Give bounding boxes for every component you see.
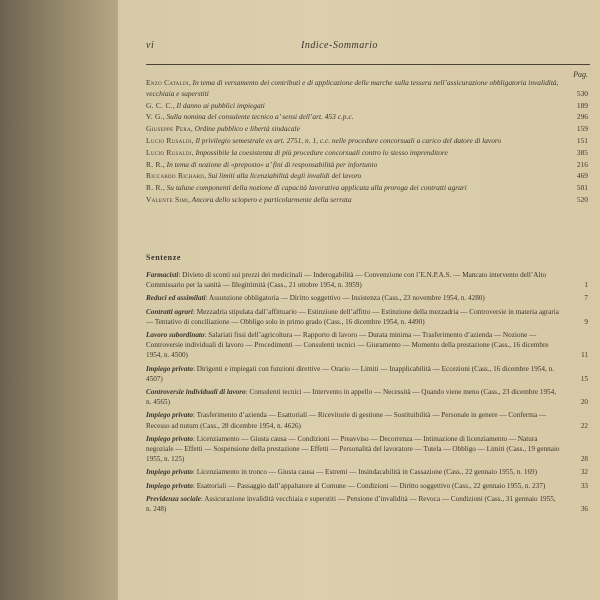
sentence-page-number: 1	[584, 281, 588, 290]
toc-entry	[146, 183, 590, 194]
toc-author: V. G.	[146, 112, 163, 122]
sentence-entry	[146, 330, 590, 361]
sentence-entry	[146, 307, 590, 327]
sentence-entry	[146, 293, 590, 303]
toc-author: Valente Simi	[146, 194, 189, 204]
pag-column-label: Pag.	[573, 70, 588, 79]
toc-page-number: 189	[576, 100, 588, 110]
sentence-page-number: 33	[580, 481, 588, 490]
sentence-entry	[146, 434, 590, 465]
toc-title: , Ancora dello sciopero e particolarmente della serrata	[188, 194, 352, 204]
sentence-entry	[146, 270, 590, 290]
toc-author: R. R.	[146, 183, 163, 193]
toc-author: Lucio Rusaldi	[146, 147, 192, 157]
toc-author: R. R.	[146, 159, 163, 169]
sentence-summary: : Dirigenti e impiegati con funzioni direttive — Orario — Limiti — Inapplicabilità — Eccezioni (Cass., 16 dicembre 1954, n. 4507)	[146, 364, 554, 383]
sentence-page-number: 7	[584, 294, 588, 303]
header-rule	[146, 64, 590, 65]
sentence-entry	[146, 364, 590, 384]
sentence-entry	[146, 410, 590, 430]
running-title: Indice-Sommario	[301, 40, 378, 51]
toc-title: , In tema di versamento dei contributi e di applicazione delle marche sulla tessera nell’assicurazione obbligatoria invalidità, vecchiaia e superstiti	[146, 78, 559, 98]
sentences-index-list	[146, 270, 590, 517]
notes-index-list	[146, 78, 590, 207]
toc-author: Lucio Rusaldi	[146, 135, 192, 145]
sentence-summary: : Assicurazione invalidità vecchiaia e superstiti — Pensione d’invalidità — Revoca — Condizioni (Cass., 31 gennaio 1955, n. 248)	[146, 494, 556, 514]
book-page	[118, 0, 600, 600]
sentence-summary: : Esattoriali — Passaggio dall’appaltatore al Comune — Condizioni — Diritto soggettivo (Cass., 22 gennaio 1955, n. 237)	[192, 481, 546, 490]
sentence-subject: Impiego privato	[146, 434, 193, 443]
sentence-summary: : Trasferimento d’azienda — Esattoriali — Ricevitorie di gestione — Sostituibilità — Personale in genere — Conferma — Recesso ad nutum (Cass., 28 dicembre 1954, n. 4626)	[146, 411, 547, 430]
toc-entry	[146, 112, 590, 123]
section-title-sentenze: Sentenze	[146, 253, 182, 262]
toc-page-number: 501	[576, 183, 588, 193]
toc-title: , In tema di nozione di «preposto» a’ fini di responsabilità per infortunio	[162, 159, 378, 169]
toc-title: , Sulla nomina del consulente tecnico a’ sensi dell’art. 453 c.p.c.	[162, 112, 354, 122]
sentence-subject: Farmacisti	[146, 271, 179, 279]
toc-entry	[146, 195, 590, 206]
sentence-subject: Contratti agrari	[146, 307, 193, 316]
toc-page-number: 159	[576, 124, 588, 134]
toc-page-number: 469	[576, 171, 588, 181]
toc-entry	[146, 171, 590, 182]
sentence-subject: Controversie individuali di lavoro	[146, 388, 246, 397]
sentence-summary: : Mezzadria stipulata dall’affittuario — Estinzione dell’affitto — Estinzione della mezzadria — Controversie in materia agraria — Tentativo di conciliazione — Obbligo solo in primo grado (Cass., 16 dicembre 1954, n. 4490)	[146, 307, 559, 326]
sentence-summary: : Salariati fissi dell’agricoltura — Rapporto di lavoro — Durata minima — Trasferimento d’azienda — Nozione — Controversie individuali di lavoro — Procedimenti — Consulenti tecnici — Giuramento — Momento della prestazione (Cass., 16 dicembre 1954, n. 4500)	[146, 331, 549, 360]
page-folio: vi	[146, 40, 155, 51]
toc-title: , Sui limiti alla licenziabilità degli invalidi del lavoro	[204, 171, 362, 181]
toc-title: , Su talune componenti della nozione di capacità lavorativa applicata alla proroga dei contratti agrari	[162, 183, 467, 193]
toc-page-number: 151	[576, 135, 588, 145]
sentence-entry	[146, 467, 590, 477]
toc-entry	[146, 148, 590, 159]
sentence-summary: : Licenziamento in tronco — Giusta causa — Estremi — Insindacabilità in Cassazione (Cass., 22 gennaio 1955, n. 169)	[192, 468, 538, 477]
sentence-subject: Previdenza sociale	[146, 494, 201, 503]
toc-entry	[146, 136, 590, 147]
sentence-page-number: 32	[580, 468, 588, 477]
sentence-summary: : Assunzione obbligatoria — Diritto soggettivo — Insistenza (Cass., 23 novembre 1954, n. 4280)	[205, 294, 485, 303]
book-gutter-shadow	[0, 0, 118, 600]
sentence-page-number: 36	[580, 505, 588, 514]
sentence-subject: Impiego privato	[146, 411, 193, 420]
sentence-page-number: 28	[580, 455, 588, 464]
toc-entry	[146, 160, 590, 171]
toc-author: Giuseppe Pera	[146, 124, 191, 134]
sentence-subject: Impiego privato	[146, 468, 193, 477]
sentence-page-number: 20	[580, 398, 588, 407]
toc-page-number: 296	[576, 112, 588, 122]
toc-page-number: 530	[576, 88, 588, 98]
sentence-summary: : Divieto di sconti sui prezzi dei medicinali — Inderogabilità — Convenzione con l’E.N.P.A.S. — Mancato intervento dell’Alto Commissario per la sanità — Illegittimità (Cass., 21 ottobre 1954, n. 3959)	[146, 271, 547, 290]
toc-entry	[146, 124, 590, 135]
toc-title: , Ordine pubblico e libertà sindacale	[190, 124, 300, 134]
sentence-entry	[146, 494, 590, 514]
sentence-summary: : Licenziamento — Giusta causa — Condizioni — Preavviso — Decorrenza — Intimazione di licenziamento — Natura negoziale — Effetti — Sospensione della prestazione — Effetti — Personalità del lavoratore — Tutela — Obbligo — Limiti (Cass., 19 gennaio 1955, n. 125)	[146, 434, 560, 464]
toc-title: , Il danno ai pubblici impiegati	[172, 100, 265, 110]
sentence-summary: : Consulenti tecnici — Intervento in appello — Necessità — Quando viene meno (Cass., 23 dicembre 1954, n. 4565)	[146, 388, 557, 407]
sentence-page-number: 22	[580, 421, 588, 430]
toc-title: , Impossibile la coesistenza di più procedure concorsuali contro lo stesso imprenditore	[191, 147, 448, 157]
sentence-entry	[146, 387, 590, 407]
toc-title: , Il privilegio semestrale ex art. 2751, n. 1, c.c. nelle procedure concorsuali a carico del datore di lavoro	[191, 135, 502, 145]
toc-entry	[146, 101, 590, 112]
toc-page-number: 385	[576, 147, 588, 157]
sentence-subject: Impiego privato	[146, 364, 193, 373]
toc-page-number: 520	[576, 194, 588, 204]
toc-page-number: 216	[576, 159, 588, 169]
sentence-subject: Reduci ed assimilati	[146, 294, 206, 303]
toc-author: Riccardo Richard	[146, 171, 205, 181]
sentence-page-number: 9	[584, 317, 588, 326]
sentence-page-number: 15	[580, 374, 588, 383]
toc-entry	[146, 78, 590, 100]
sentence-subject: Lavoro subordinato	[146, 331, 205, 340]
sentence-entry	[146, 481, 590, 491]
toc-author: Enzo Cataldi	[146, 78, 189, 87]
sentence-page-number: 11	[581, 351, 588, 360]
sentence-subject: Impiego privato	[146, 481, 193, 490]
toc-author: G. C. C.	[146, 100, 173, 110]
